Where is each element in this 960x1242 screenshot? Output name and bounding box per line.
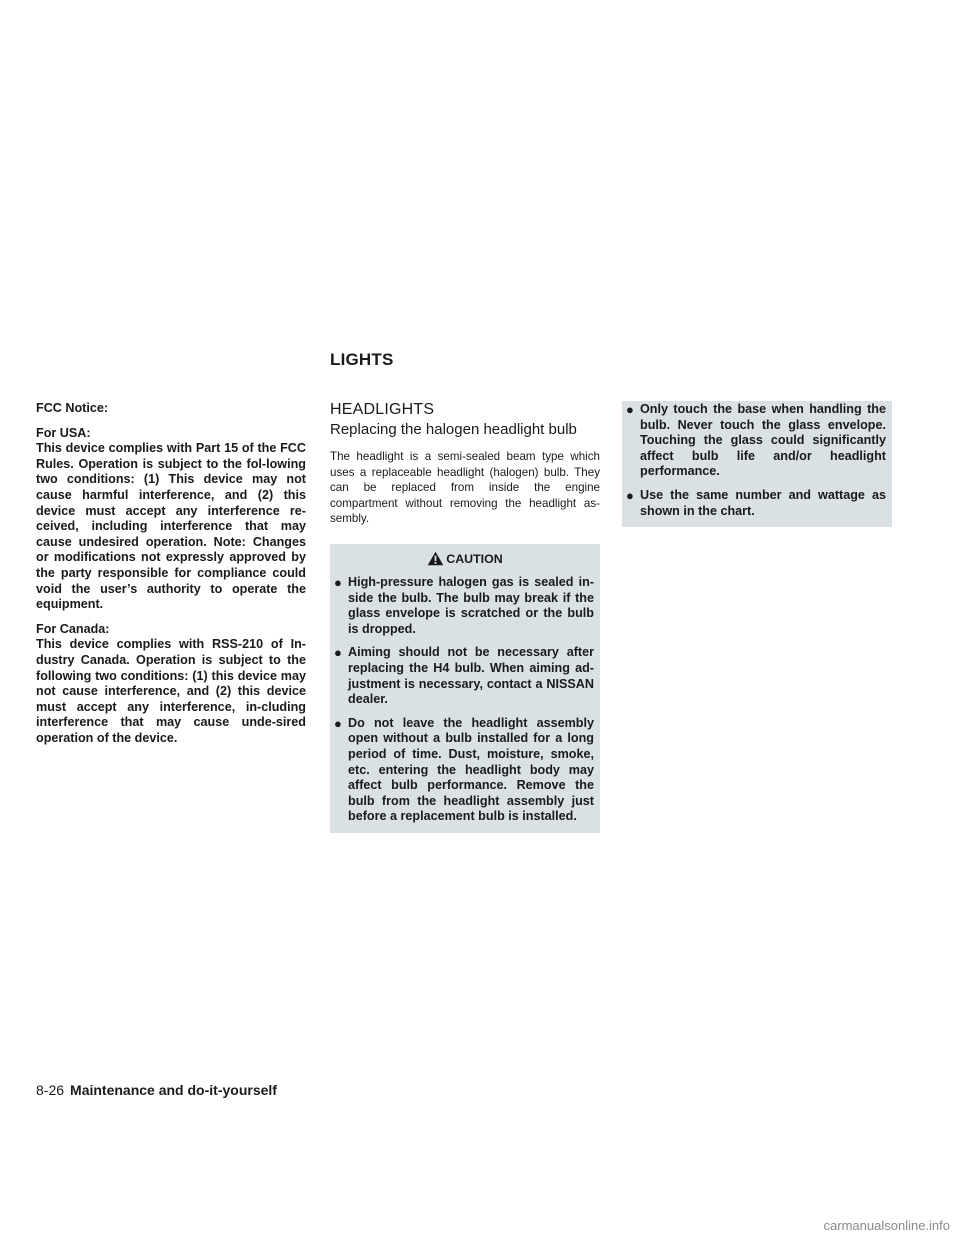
- bullet-icon: ●: [334, 715, 342, 731]
- caution-item-text: Only touch the base when handling the bulb. Never touch the glass envelope. Touching the glass could significantly affect bulb life and/or headlight performance.: [640, 402, 886, 479]
- warning-triangle-icon: [427, 551, 444, 566]
- fcc-usa-label: For USA:: [36, 425, 91, 440]
- headlights-body: The headlight is a semi-sealed beam type which uses a replaceable headlight (halogen) bulb. They can be replaced from inside the engine compartment without removing the headlight as-sembly.: [330, 450, 600, 526]
- headlights-column: [330, 401, 600, 833]
- fcc-canada-label: For Canada:: [36, 621, 110, 636]
- section-heading: LIGHTS: [330, 350, 394, 369]
- caution-box-continued: [622, 401, 892, 527]
- caution-item: [330, 716, 600, 825]
- caution-item-text: Use the same number and wattage as shown in the chart.: [640, 487, 886, 518]
- caution-item: [622, 488, 892, 519]
- caution-continued-column: [622, 401, 892, 527]
- bullet-icon: ●: [626, 487, 634, 503]
- page-number: 8-26: [36, 1082, 65, 1098]
- page-footer: [36, 1082, 277, 1098]
- headlights-subtitle: Replacing the halogen headlight bulb: [330, 421, 577, 438]
- fcc-notice-title: FCC Notice:: [36, 401, 109, 415]
- fcc-notice-column: [36, 401, 306, 755]
- caution-item: [330, 645, 600, 707]
- bullet-icon: ●: [626, 402, 634, 417]
- caution-item: [622, 402, 892, 480]
- caution-item-text: Aiming should not be necessary after replacing the H4 bulb. When aiming ad-justment is necessary, contact a NISSAN dealer.: [348, 645, 594, 707]
- caution-label: CAUTION: [446, 551, 503, 566]
- headlights-title: HEADLIGHTS: [330, 401, 435, 418]
- watermark: carmanualsonline.info: [823, 1218, 950, 1233]
- caution-item-text: Do not leave the headlight assembly open without a bulb installed for a long period of time. Dust, moisture, smoke, etc. entering the headlight body may affect bulb performance. Remove the bulb from the headlight assembly just before a replacement bulb is installed.: [348, 715, 594, 824]
- fcc-usa-text: This device complies with Part 15 of the FCC Rules. Operation is subject to the fol-lowing two conditions: (1) This device may not cause harmful interference, and (2) this device must accept any interference re-ceived, including interference that may cause undesired operation. Note: Changes or modifications not expressly approved by the party responsible for compliance could void the user’s authority to operate the equipment.: [36, 441, 306, 612]
- bullet-icon: ●: [334, 645, 342, 661]
- caution-box: [330, 544, 600, 833]
- caution-item-text: High-pressure halogen gas is sealed in-side the bulb. The bulb may break if the glass envelope is scratched or the bulb is dropped.: [348, 574, 594, 636]
- chapter-title: Maintenance and do-it-yourself: [70, 1082, 277, 1098]
- fcc-canada-text: This device complies with RSS-210 of In-dustry Canada. Operation is subject to the following two conditions: (1) this device may not cause interference, and (2) this device must accept any interference, in-cluding interference that may cause unde-sired operation of the device.: [36, 637, 306, 745]
- caution-header: [330, 549, 600, 569]
- bullet-icon: ●: [334, 574, 342, 590]
- caution-item: [330, 575, 600, 637]
